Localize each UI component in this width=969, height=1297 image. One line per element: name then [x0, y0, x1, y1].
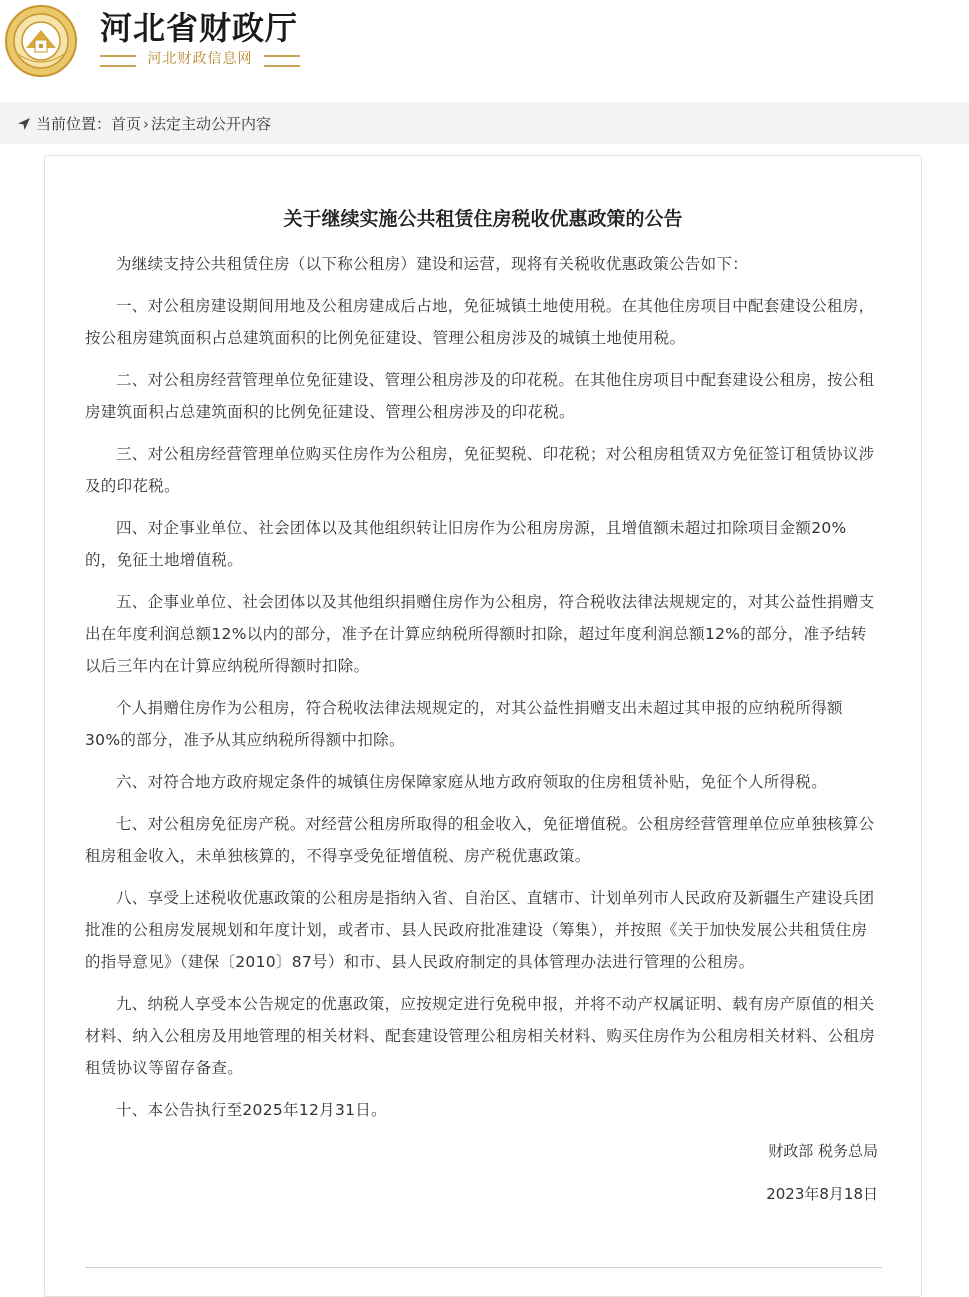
paragraph-intro: 为继续支持公共租赁住房（以下称公租房）建设和运营，现将有关税收优惠政策公告如下：	[116, 255, 749, 273]
subtitle-ornament-right	[264, 55, 300, 67]
paragraph-item-3: 三、对公租房经营管理单位购买住房作为公租房，免征契税、印花税；对公租房租赁双方免征签订租赁协议涉及的印花税。	[85, 445, 875, 495]
article-card	[44, 155, 922, 1297]
site-subtitle: 河北财政信息网	[147, 51, 253, 67]
breadcrumb-prefix: 当前位置：	[36, 115, 112, 133]
breadcrumb	[16, 114, 271, 134]
paragraph-item-6: 六、对符合地方政府规定条件的城镇住房保障家庭从地方政府领取的住房租赁补贴，免征个人所得税。	[116, 773, 828, 791]
breadcrumb-home-link[interactable]: 首页	[111, 115, 142, 133]
paragraph-item-1: 一、对公租房建设期间用地及公租房建成后占地，免征城镇土地使用税。在其他住房项目中配套建设公租房，按公租房建筑面积占总建筑面积的比例免征建设、管理公租房涉及的城镇土地使用税。	[85, 297, 875, 347]
department-emblem-icon[interactable]	[4, 4, 78, 78]
location-arrow-icon	[16, 116, 32, 132]
paragraph-item-7: 七、对公租房免征房产税。对经营公租房所取得的租金收入，免征增值税。公租房经营管理单位应单独核算公租房租金收入，未单独核算的，不得享受免征增值税、房产税优惠政策。	[85, 815, 875, 865]
breadcrumb-separator: ›	[143, 115, 150, 133]
article-title: 关于继续实施公共租赁住房税收优惠政策的公告	[283, 208, 683, 230]
paragraph-item-4: 四、对企事业单位、社会团体以及其他组织转让旧房作为公租房房源，且增值额未超过扣除项目金额20%的，免征土地增值税。	[85, 519, 847, 569]
article-body	[85, 248, 877, 1136]
paragraph-item-2: 二、对公租房经营管理单位免征建设、管理公租房涉及的印花税。在其他住房项目中配套建设公租房，按公租房建筑面积占总建筑面积的比例免征建设、管理公租房涉及的印花税。	[85, 371, 875, 421]
subtitle-ornament-left	[100, 55, 136, 67]
article-signature: 财政部 税务总局	[768, 1142, 878, 1160]
paragraph-item-5: 五、企事业单位、社会团体以及其他组织捐赠住房作为公租房，符合税收法律法规规定的，对其公益性捐赠支出在年度利润总额12%以内的部分，准予在计算应纳税所得额时扣除，超过年度利润总额12%的部分，准予结转以后三年内在计算应纳税所得额时扣除。	[85, 593, 875, 675]
bottom-divider	[85, 1267, 882, 1268]
breadcrumb-current-link[interactable]: 法定主动公开内容	[151, 115, 272, 133]
paragraph-item-8: 八、享受上述税收优惠政策的公租房是指纳入省、自治区、直辖市、计划单列市人民政府及新疆生产建设兵团批准的公租房发展规划和年度计划，或者市、县人民政府批准建设（筹集），并按照《关于加快发展公共租赁住房的指导意见》（建保〔2010〕87号）和市、县人民政府制定的具体管理办法进行管理的公租房。	[85, 889, 875, 971]
site-header	[0, 0, 969, 100]
site-subtitle-group	[100, 50, 300, 68]
paragraph-item-10: 十、本公告执行至2025年12月31日。	[116, 1101, 387, 1119]
paragraph-item-5-personal: 个人捐赠住房作为公租房，符合税收法律法规规定的，对其公益性捐赠支出未超过其申报的应纳税所得额30%的部分，准予从其应纳税所得额中扣除。	[85, 699, 843, 749]
article-date: 2023年8月18日	[766, 1185, 878, 1203]
paragraph-item-9: 九、纳税人享受本公告规定的优惠政策，应按规定进行免税申报，并将不动产权属证明、载有房产原值的相关材料、纳入公租房及用地管理的相关材料、配套建设管理公租房相关材料、购买住房作为公租房相关材料、公租房租赁协议等留存备查。	[85, 995, 876, 1077]
breadcrumb-bar	[0, 102, 969, 144]
site-title[interactable]: 河北省财政厅	[100, 9, 299, 47]
